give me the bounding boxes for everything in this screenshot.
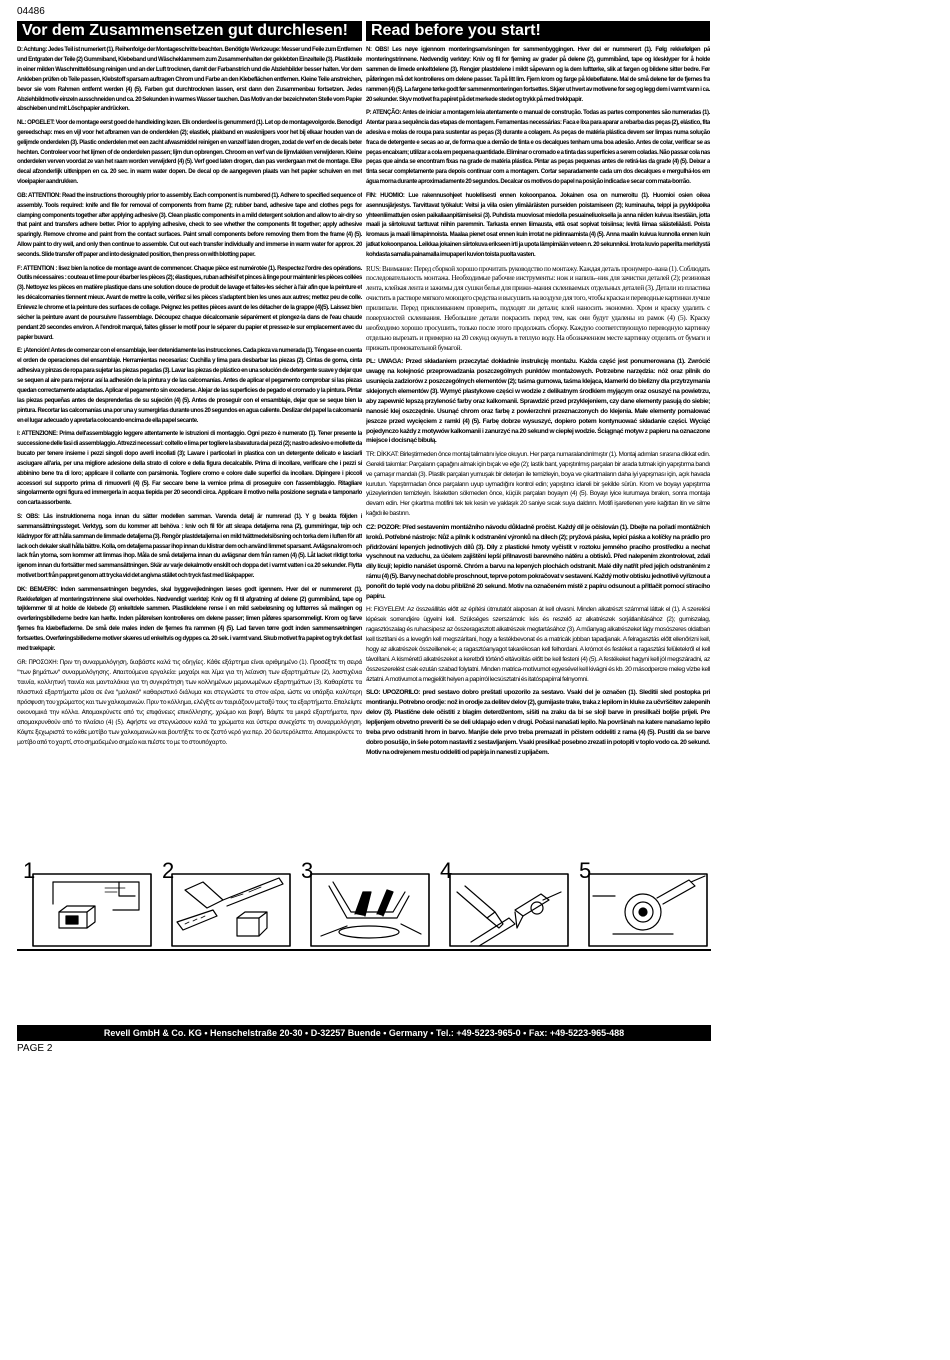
step-number-5: 5 [579, 858, 592, 883]
instructions-italian: I: ATTENZIONE: Prima dell'assemblaggio leggere attentamente le istruzioni di montaggio. Ogni pezzo è numerato (1). Tener presente la successione delle fasi di assemblaggio. Attrezzi necessari: coltello e lima per togliere la sbavatura dai pezzi (2); nastro adesivo e mollette da bucato per tenere insieme i pezzi singoli dopo averli incollati (3); Lavare i particolari in plastica con un detergente delicato e lasciarli asciugare all'aria, per una migliore adesione della strato di colore e della figura decalcabile. Prima di incollare, verificare che i pezzi si abbinino bene tra di loro; applicare il collante con parsimonia. Togliere cromo e colore dalle superfici da incollare. Dipingere i piccoli accessori sul supporto prima di rimuoverli (4) (5). Far seccare bene la vernice prima di proseguire con l'assemblaggio. Ritagliare singolarmente ogni figura ed immergerla in acqua tiepida per 20 secondi circa. Applicare il motivo nella posizione segnata e tamponarlo con carta assorbente. [17, 431, 362, 507]
instructions-french: F: ATTENTION : lisez bien la notice de montage avant de commencer. Chaque pièce est numérotée (1). Respectez l'ordre des opérations. Outils nécessaires : couteau et lime pour ébarber les pièces (2); élastiques, ruban adhésif et pinces à linge pour maintenir les pièces collées (3). Nettoyez les pièces en matière plastique dans une solution douce de produit de lavage et faites-les sécher à l'air afin que la peinture et les décalcomanies tiennent mieux. Avant de mettre la colle, vérifiez si les pièces s'adaptent bien les unes aux autres; mettez peu de colle. Enlevez le chrome et la peinture des surfaces de collage. Peignez les petites pièces avant de les détacher de la grappe (4)(5). Laissez bien sécher la peinture avant de poursuivre l'assemblage. Découpez chaque décalcomanie séparément et plongez-la dans de l'eau chaude pendant 20 secondes environ. A l'endroit marqué, faites glisser le motif pour le séparer du papier et pressez-le sur emplacement avec du papier buvard. [17, 265, 362, 341]
instructions-swedish: S: OBS: Läs instruktionerna noga innan du sätter modellen samman. Varenda detalj är numrerad (1). Y g beakta följden i sammansättningssteget. Verktyg, som du kommer att behöva : kniv och fil för att skrapa detaljerna rena (2), gummiringar, tejp och klädnypor för att hålla samman de limmade detaljerna (3). Rengör plastdetaljerna i en mild tvättmedelslösning och torka dem i luften för att lack och dekaler skall hålla bättre. Kolla, om detaljerna passar ihop innan du klistrar dem och använd limmet sparsamt. Avlägsna krom och lack från ytorna, som kommer att limmas ihop. Måla de små detaljerna innan du avlägsnar dem från ramen (4) (5). Låt lacket riktigt torka igenom innan du fortsätter med sammansättningen. Skär av varje dekalmotiv enskilt och doppa det i varmt vatten i ca 20 sekunder. Flytta motivet bort från pappret genom att trycka vid det angivna stället och tryck fast med läskpapper. [17, 513, 362, 580]
step-number-1: 1 [23, 858, 36, 883]
step-2-knife-file-icon [172, 874, 290, 946]
instructions-turkish: TR: DİKKAT: Birleştirmeden önce montaj talimatını iyice okuyun. Her parça numaralandırılmıştır (1). Montaj adımları sırasına dikkat edin. Gerekli takımlar: Parçaların çapağını almak için bıçak ve eğe (2); lastik bant, yapıştırılmış parçaları bir arada tutmak için yapıştırma bandı ve çamaşır mandalı (3). Plastik parçaları yumuşak bir deterjan ile temizleyin, boya ve çıkartmaların daha iyi yapışması için, açık havada kurutun. Yapıştırmadan önce parçaların uyup uymadığını kontrol edin; yapıştırıcı idareli bir şekilde sürün. Krom ve boyayı yapıştırma yüzeylerinden temizleyin. İskeletten sökmeden önce, küçük parçaları boyayın (4) (5). Boyayı iyice kurumaya bırakın, sonra montaja devam edin. Her çıkartma motifini tek tek kesin ve yaklaşık 20 saniye sıcak suya daldırın. Motifi işaretlenen yere kağıttan itin ve silme kağıdı ile bastırın. [366, 450, 710, 518]
instructions-german: D: Achtung: Jedes Teil ist numeriert (1). Reihenfolge der Montageschritte beachten. Benötigte Werkzeuge: Messer und Feile zum Entfernen und Entgraten der Teile (2) Gummiband, Klebeband und Wäscheklammern zum Zusammenhalten der geklebten Einzelteile (3). Plastikteile in einer milden Waschmittellösung reinigen und an der Luft trocknen, damit der Farbanstrich und die Abziehbilder besser halten. Vor dem Ankleben prüfen ob Teile passen, Klebstoff sparsam auftragen Chrom und Farbe an den Klebeflächen entfernen. Kleine Teile anstreichen, bevor sie vom Rahmen entfernt werden (4) (5). Farben gut durchtrocknen lassen, erst dann den Zusammenbau fortsetzen. Jedes Abziehbildmotiv einzeln ausschneiden und ca. 20 Sekunden in warmes Wasser tauchen. Das Motiv an der bezeichneten Stelle vom Papier abschieben und mit Löschpapier andrücken. [17, 47, 362, 113]
step-3-clamp-icon [311, 874, 429, 946]
instructions-left-column [17, 46, 362, 751]
step-5-decal-icon [589, 874, 707, 946]
instructions-slovenian: SLO: UPOZORILO: pred sestavo dobro preštati upozorilo za sestavo. Vsaki del je označen (1). Sleditii sled postopka pri montiranju. Potrebno orodje: nož in orodje za delitev delov (2), gumijaste trake, traka z lepilom in kluke za učvrščitev zalepenih delov (3). Plastične dele očistiti z blagim deterdžentom, sišiti na zraku da bi se slojl barve in presilkači boljše prijeli. Pre lepljenjem obvetno preveriti če se deli uklapajo eden v drugi. Počasi nanašati lepilo. Na površinah na katere nanašamo lepilo treba prvo odstraniti hrom in barvo. Manjše dele prvo treba premazati in pčistem oddeliti z rama (4) (5). Pustiti da se barve dobro posušijo, in šele potom nastaviti z sestavljanjem. Vsaki presilkač posebno zrezati in potopiti v toplo vodo ca. 20 sekund. Motiv na odrejenem mestu oddeliti od papirja in nanesti z upijačem. [366, 689, 710, 756]
step-illustrations-drawing [17, 852, 711, 949]
product-code: 04486 [17, 6, 45, 17]
instructions-norwegian: N: OBS! Les nøye igjennom monteringsanvisningen før sammenbyggingen. Hver del er nummerert (1). Følg rekkefølgen på monteringstrinnene. Nødvendig verktøy: Kniv og fil for fjerning av grader på delene (2), gummibånd, tape og klesklyper for å holde sammen de limede enkeltdelene (3). Rengjør plastdelene i mildt såpevann og la dem lufttørke, slik at fargen og bildene sitter bedre. Før påføringen må det kontrolleres om delene passer. Ta på litt lim. Fjern krom og farge på klebeflatene. Mal de små delene før de fjernes fra rammen (4) (5). La fargene tørke godt før sammenmonteringen fortsettes. Skjær ut hvert av motivene for seg og legg dem i varmt vann i ca. 20 sekunder. Skyv motivet fra papiret på det merkede stedet og trykk på med trekkpapir. [366, 47, 710, 103]
instructions-right-column [366, 46, 710, 761]
step-4-painting-icon [450, 874, 568, 946]
header-german: Vor dem Zusammensetzen gut durchlesen! [17, 21, 362, 41]
header-english: Read before you start! [366, 21, 710, 41]
step-1-numbered-part-icon [33, 874, 151, 946]
instructions-spanish: E: ¡Atención! Antes de comenzar con el ensamblaje, leer detenidamente las instrucciones. Cada pieza va numerada (1). Téngase en cuenta el orden de operaciones del ensamblaje. Herramientas necesarias: Cuchilla y lima para desbarbar las piezas (2). Cintas de goma, cinta adhesiva y pinzas de ropa para sujetar las piezas pegadas (3). Lavar las piezas de plástico en una solución de detergente suave y dejar que se sequen al aire para mejorar así la adhesión de la pintura y de las calcomanías. Antes de aplicar el pegamento comprobar si las piezas quedan correctamente adaptadas. Aplicar el pegamento sin excederse. Alejar de las superficies de pegado el cromado y la pintura. Pintar las piezas pequeñas antes de desprenderlas de su sujeción (4) (5). Antes de proseguir con el ensamblaje, dejar que se seque bien la pintura. Recortar las calcomanías una por una y sumergirlas durante unos 20 segundos en agua caliente. Deslizar del papel la calcomanía en el lugar adecuado y apretarla colocando encima de ella papel secante. [17, 348, 362, 424]
assembly-step-illustrations [17, 852, 711, 949]
instructions-polish: PL: UWAGA: Przed składaniem przeczytać dokładnie instrukcję montażu. Każda część jest ponumerowana (1). Zwrócić uwagę na kolejność przeprowadzania poszczególnych punktów montażowych. Potrzebne narzędzia: nóż oraz pilnik do usunięcia zadziorów z poszczególnych elementów (2); taśma gumowa, taśma klejąca, klamerki do bielizny dla przytrzymania sklejonych elementów (3). Wymyć plastykowe części w wodzie z delikatnym środkiem myjącym oraz osuszyć na powietrzu, aby zapewnić lepszą przyleność farby oraz kalkomanii. Sprawdzić przed przyklejeniem, czy dane elementy pasują do siebie; nanosić klej oszczędnie. Usunąć chrom oraz farbę z powierzchni przeznaczonych do klejenia. Małe elementy pomalować jeszcze przed wycięciem z ramki (4) (5). Farbę dobrze wysuszyć, dopiero potem kontynuować składanie części. Wyciąć pojedynczo każdy z motywów kalkomanii i zanurzyć na 20 sekund w ciepłej wodzie. Ściągnąć motyw z papieru na oznaczone miejsce i docisnąć bibułą. [366, 358, 710, 445]
step-number-2: 2 [162, 858, 175, 883]
company-footer: Revell GmbH & Co. KG • Henschelstraße 20-30 • D-32257 Buende • Germany • Tel.: +49-5223-965-0 • Fax: +49-5223-965-488 [17, 1025, 711, 1041]
step-number-4: 4 [440, 858, 453, 883]
instructions-russian: RUS: Внимание: Перед сборкой хорошо прочитать руководство по монтажу. Каждая деталь пронумеро–вана (1). Соблюдать последовательность монтажа. Необходимые рабочие инструменты: нож и напиль–ник для зачистки деталей (2); резиновая лента, клейкая лента и зажимы для сушки белья для прижи–мания склеиваемых отдельных деталей (3). Детали из пластика очистить в растворе мягкого моющего средства и высушить на воздухе для того, чтобы краска и переводные картинки лучше прилипали. Перед приклеиванием проверить, подходят ли детали; клей наносить экономно. Хром и краску удалить с поверхностей склеивания. Небольшие детали покрасить перед тем, как они будут удалены из рамок (4) (5). Краску необходимо хорошо просушить, только после этого продолжать сборку. Каждую соответствующую переводную картинку отдельно вырезать и примерно на 20 секунд окунуть в теплую воду. На обозначенном месте картинку отделить от бумаги и прижать промокательной бумагой. [366, 264, 710, 352]
instructions-greek: GR: ΠΡΟΣΟΧΗ: Πριν τη συναρμολόγηση, διαβάστε καλά τις οδηγίες. Κάθε εξάρτημα είναι αριθμημένο (1). Προσέξτε τη σειρά "των βημάτων" συναρμολόγησης. Απαιτούμενα εργαλεία: μαχαίρι και λίμα για τη λείανση των εξαρτημάτων (2), λαστιχένια ταινία, κολλητική ταινία και μανταλάκια για τη συγκράτηση των κολλημένων μεμονωμένων εξαρτημάτων (3). Καθαρίστε τα πλαστικά εξαρτήματα μέσα σε ένα "μαλακό" καθαριστικό διάλυμα και στεγνώστε τα στον αέρα, ώστε να υπάρξει καλύτερη πρόσφυση του χρώματος και των χαλκομανιών. Πριν το κόλλημα, ελέγξτε αν ταιριάζουν μεταξύ τους τα εξαρτήματα. Επαλείψτε οικονομικά την κόλλα. Απομακρύνετε από τις επιφάνειες επικόλλησης, χρώμιο και βαφή. Βάψτε τα μικρά εξαρτήματα, πριν απομακρυνθούν από το πλαίσιο (4) (5). Αφήστε να στεγνώσουν καλά τα χρώματα και ύστερα συνεχίστε τη συναρμολόγηση. Κόψτε ξεχωριστά το κάθε μοτίβο των χαλκομανιών και βουτήξτε το σε ζεστό νερό για περ. 20 δευτερόλεπτα. Απομακρύνετε το μοτίβο από το χαρτί, στο σημαδεμένο σημείο και πιέστε το με το στουπόχαρτο. [17, 659, 362, 746]
instructions-czech: CZ: POZOR: Před sestavením montážního návodu důkladně pročíst. Každý díl je očíslován (1). Dbejte na pořadí montážních kroků. Potřebné nástroje: Nůž a pilník k odstranění výronků na dílech (2); pryžová páska, lepicí páska a kolíčky na prádlo pro přidržování lepených jednotlivých dílů (3). Díly z plastické hmoty vyčistit v roztoku jemného pracího prostředku a nechat vyschnout na vzduchu, za účelem zajištění lepší přilnavosti barevného nátěru a obtisků. Před nalepením zkontrolovat, zdali díly lícují; lepidlo nanášet úsporně. Chróm a barvu na lepených plochách odstranit. Malé díly natřít před jejich odstraněním z rámu (4) (5). Barvy nechat dobře proschnout, teprve potom pokračovat v sestavení. Každý motiv obtisku jednotlivě vyříznout a ponořit do teplé vody na dobu přibližně 20 sekund. Motiv na označeném místě z papíru odsunout a přitlačit pomocí stíracího papíru. [366, 523, 710, 601]
page-number: PAGE 2 [17, 1043, 53, 1054]
step-number-3: 3 [301, 858, 314, 883]
divider [17, 949, 711, 951]
instructions-hungarian: H: FIGYELEM: Az összeállítás előtt az építési útmutatót alaposan át kell olvasni. Minden alkatrészt számmal láttak el (1). A szerelési lépések sorrendjére ügyelni kell. Szükséges szerszámok: kés és reszelő az alkatrészek sorjátlanításához (2); gumiszalag, ragasztószalag és ruhacsipesz az összeragasztott alkatrészek megtartásához (3). A műanyag alkatrészeket lágy mosószeres oldatban kell tisztítani és a levegőn kell megszárítani, hogy a festékbevonat és a matricák jobban tapadjanak. A felragasztás előtt ellenőrizni kell, hogy az alkatrészek összeillenek-e; a ragasztóanyagot takarékosan kell felhordani. A krómot és festéket a ragasztási felületekről el kell távolítani. A kisméretű alkatrészeket a keretből történő eltávolítás előtt be kell festeni (4) (5). A festékeket hagyni kell jól megszáradni, az összeszerelést csak ezután szabad folytatni. Minden matrica-motívumot egyesével kell kivágni és kb. 20 másodpercre meleg vízbe kell áztatni. A motívumot a megjelölt helyen a papírról lecsúsztatni és itatóspapírral felnyomni. [366, 606, 710, 683]
instructions-finnish: FIN: HUOMIO: Lue rakennusohjeet huolellisesti ennen kokoonpanoa. Jokainen osa on numeroitu (1). Huomioi osien oikea asennusjärjestys. Tarvittavat työkalut: Veitsi ja viila osien ylimääräisten purseiden poistamiseen (2); kuminauha, teippi ja pyykkipoika yhteenliimattujen osien paikallaanpitämiseksi (3). Puhdista muoviosat miedolla pesuaineliuoksella ja anna niiden kuivua itsestään, jotta maali ja siirtokuvat tarttuvat niihin paremmin. Tarkasta ennen liimausta, että osat sopivat toisiinsa; levitä liimaa säästeliäästi. Poista kromaus ja maali liimapinnoista. Maalaa pienet osat ennen kuin irrotat ne pidinraamista (4) (5). Anna maalin kuivua kunnolla ennen kuin jatkat kokoonpanoa. Leikkaa jokainen siirtokuva erikseen irti ja upota lämpimään veteen n. 20 sekunniksi. Irrota kuvio paperilta merkitystä kohdasta samalla painamalla imupaperi kuvion toista puolta vasten. [366, 192, 710, 259]
instructions-danish: DK: BEMÆRK: Inden sammensætningen begyndes, skal byggevejledningen læses godt igennem. Hver del er nummereret (1). Rækkefølgen af monteringstrinnene skal overholdes. Nødvendigt værktøj: Kniv og fil til afgratning af delene (2) gummibånd, tape og tøjklemmer til at holde de klebede (3) enkeltdele sammen. Plastikdelene rense i en mild sæbeløsning og lufttørres så malingen og overføringsbillederne bedre kan hæfte. Inden påførelsen kontrolleres om delene passer; limen påføres sparsommeligt. Krom og farve fjernes fra klæbefladerne. De små dele males inden de fjernes fra rammen (4) (5). Lad farven tørre godt inden sammensætningen fortsættes. Overføringsbillederne motiver skæres ud enkeltvis og dyppes ca. 20 sek. i varmt vand. Skub motivet fra papiret og tryk det fast med trækpapir. [17, 586, 362, 653]
instructions-portuguese: P: ATENÇÃO: Antes de iniciar a montagem leia atentamente o manual de construção. Todas as partes componentes são numeradas (1). Atentar para a sequência das etapas de montagem. Ferramentas necessárias: Faca e lixa para aparar a rebarba das peças (2), elástico, fita adesiva e molas de roupa para sustentar as peças (3) durante a colagem. As peças de matéria plástica devem ser limpas numa solução fraca de detergente e secas ao ar, de forma que a demão de tinta e os decalques tenham uma boa adesão. Antes de colar, verificar se as peças encaixam; utilizar a cola em pequena quantidade. Eliminar o cromado e a tinta das superfícies a serem coladas. Não passar cola nas peças que ainda se encontram fixas na grade de matéria plástica. Pintar as peças pequenas antes de retirá-las da grade (4) (5). Deixar a tinta secar completamente para depois continuar com a montagem. Cortar separadamente cada um dos decalques e mergulhá-los em água morna durante aproximadamente 20 segundos. Decalcar os motivos do papel na posição indicada e secar com mata-borrão. [366, 109, 710, 186]
instructions-english: GB: ATTENTION: Read the instructions thoroughly prior to assembly. Each component is numbered (1). Adhere to specified sequence of assembly. Tools required: knife and file for removal of components from frame (2); rubber band, adhesive tape and clothes pegs for clamping components together after applying adhesive (3). Clean plastic components in a mild detergent solution and allow to air-dry so that paint and transfers adhere better. Prior to applying adhesive, check to see whether the components fit together; apply adhesive sparingly. Remove chrome and paint from the contact surfaces. Paint small components before removing them from the frame (4) (5). Allow paint to dry well, and only then continue to assemble. Cut out each transfer individually and immerse in warm water for approx. 20 seconds. Slide transfer off paper and into designated position, then press on with blotting paper. [17, 192, 362, 259]
instructions-dutch: NL: OPGELET: Voor de montage eerst goed de handleiding lezen. Elk onderdeel is genummerd (1). Let op de montagevolgorde. Benodigd gereedschap: mes en vijl voor het afbramen van de onderdelen (2); elastiek, plakband en wasknijpers voor het bij elkaar houden van de gelijmde onderdelen (3). Plastic onderdelen met een zacht afwasmiddel reinigen en vanzelf laten drogen, zodat de verf en de decals beter hechten. Controleer voor het lijmen of de onderdelen passen; lijm dun opbrengen. Chroom en verf van de lijmvlakken verwijderen. Kleine onderdelen verven voordat ze van het raam worden verwijderd (4) (5). Verf goed laten drogen, dan pas verdergaan met de montage. Elke decal afzonderlijk uitknippen en ca. 20 sec. in warm water dopen. De decal op de aangegeven plaats van het papier schuiven en met vloeipapier aandrukken. [17, 119, 362, 186]
